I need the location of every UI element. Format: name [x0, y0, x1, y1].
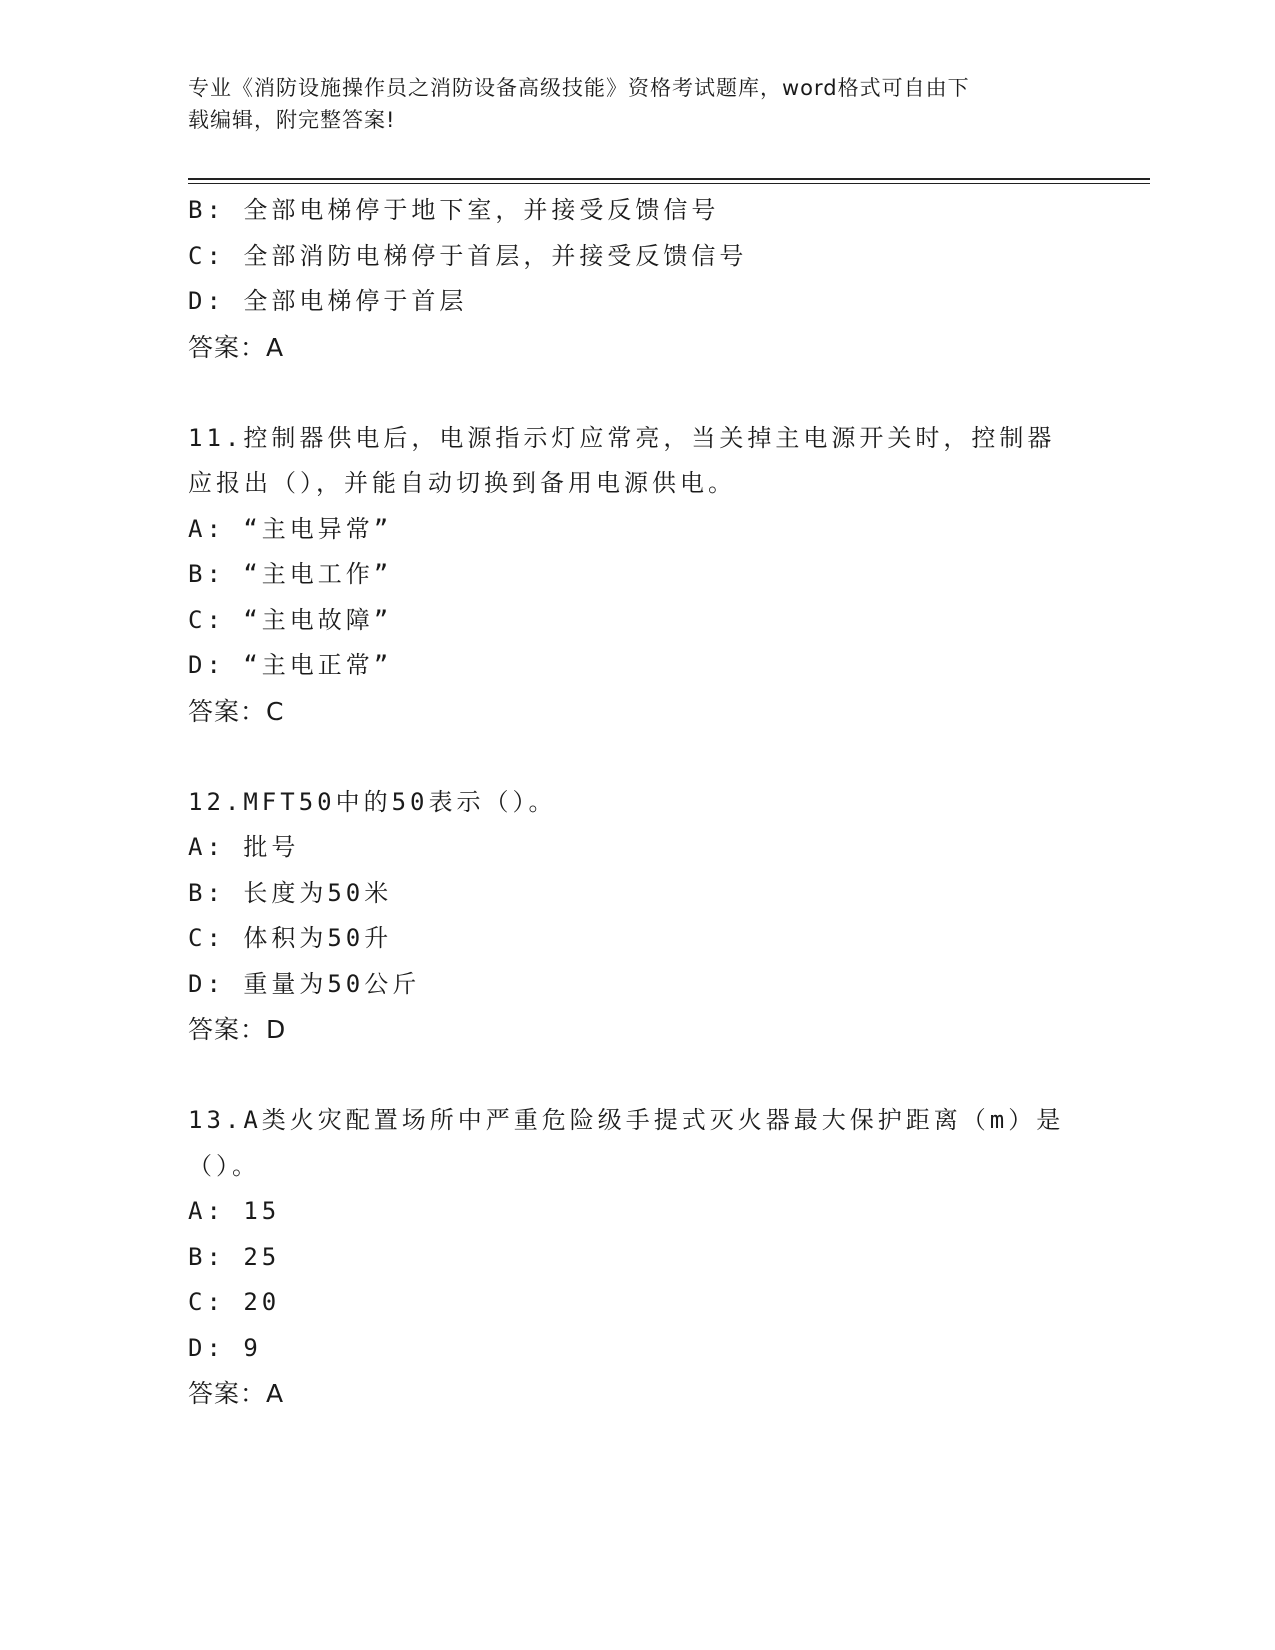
question-stem: 11.控制器供电后，电源指示灯应常亮，当关掉主电源开关时，控制器 — [188, 423, 1056, 452]
question-13 — [188, 1098, 1088, 1417]
option-a: A: 批号 — [188, 833, 300, 861]
option-c: C: “主电故障” — [188, 605, 393, 634]
spacer — [188, 734, 1088, 780]
header-rule-thin — [188, 183, 1150, 184]
option-b: B: 长度为50米 — [188, 878, 393, 907]
answer: 答案：D — [188, 1015, 287, 1044]
option-d: D: 9 — [188, 1333, 262, 1362]
option-a: A: “主电异常” — [188, 514, 393, 543]
option-d: D: “主电正常” — [188, 651, 393, 679]
option-d: D: 重量为50公斤 — [188, 969, 421, 998]
question-10 — [188, 188, 1088, 370]
option-b: B: 全部电梯停于地下室，并接受反馈信号 — [188, 196, 720, 224]
header-line-1: 专业《消防设施操作员之消防设备高级技能》资格考试题库，word格式可自由下 — [188, 76, 970, 100]
answer: 答案：C — [188, 696, 285, 726]
question-stem: 12.MFT50中的50表示（）。 — [188, 787, 557, 816]
option-a: A: 15 — [188, 1197, 281, 1225]
header-rule-thick — [188, 178, 1150, 180]
question-list — [188, 188, 1088, 1417]
question-stem-cont: 应报出（），并能自动切换到备用电源供电。 — [188, 469, 736, 497]
option-c: C: 20 — [188, 1288, 281, 1316]
option-b: B: “主电工作” — [188, 560, 393, 588]
question-stem-cont: （）。 — [188, 1151, 260, 1180]
option-b: B: 25 — [188, 1242, 281, 1271]
option-c: C: 体积为50升 — [188, 924, 393, 952]
option-c: C: 全部消防电梯停于首层，并接受反馈信号 — [188, 241, 748, 270]
header-line-2: 载编辑，附完整答案! — [188, 108, 396, 132]
spacer — [188, 370, 1088, 416]
question-11 — [188, 416, 1088, 735]
answer: 答案：A — [188, 332, 285, 362]
question-12 — [188, 780, 1088, 1053]
option-d: D: 全部电梯停于首层 — [188, 287, 468, 315]
answer: 答案：A — [188, 1379, 285, 1408]
question-stem: 13.A类火灾配置场所中严重危险级手提式灭火器最大保护距离（m）是 — [188, 1106, 1065, 1134]
spacer — [188, 1053, 1088, 1099]
document-header — [188, 72, 1068, 136]
